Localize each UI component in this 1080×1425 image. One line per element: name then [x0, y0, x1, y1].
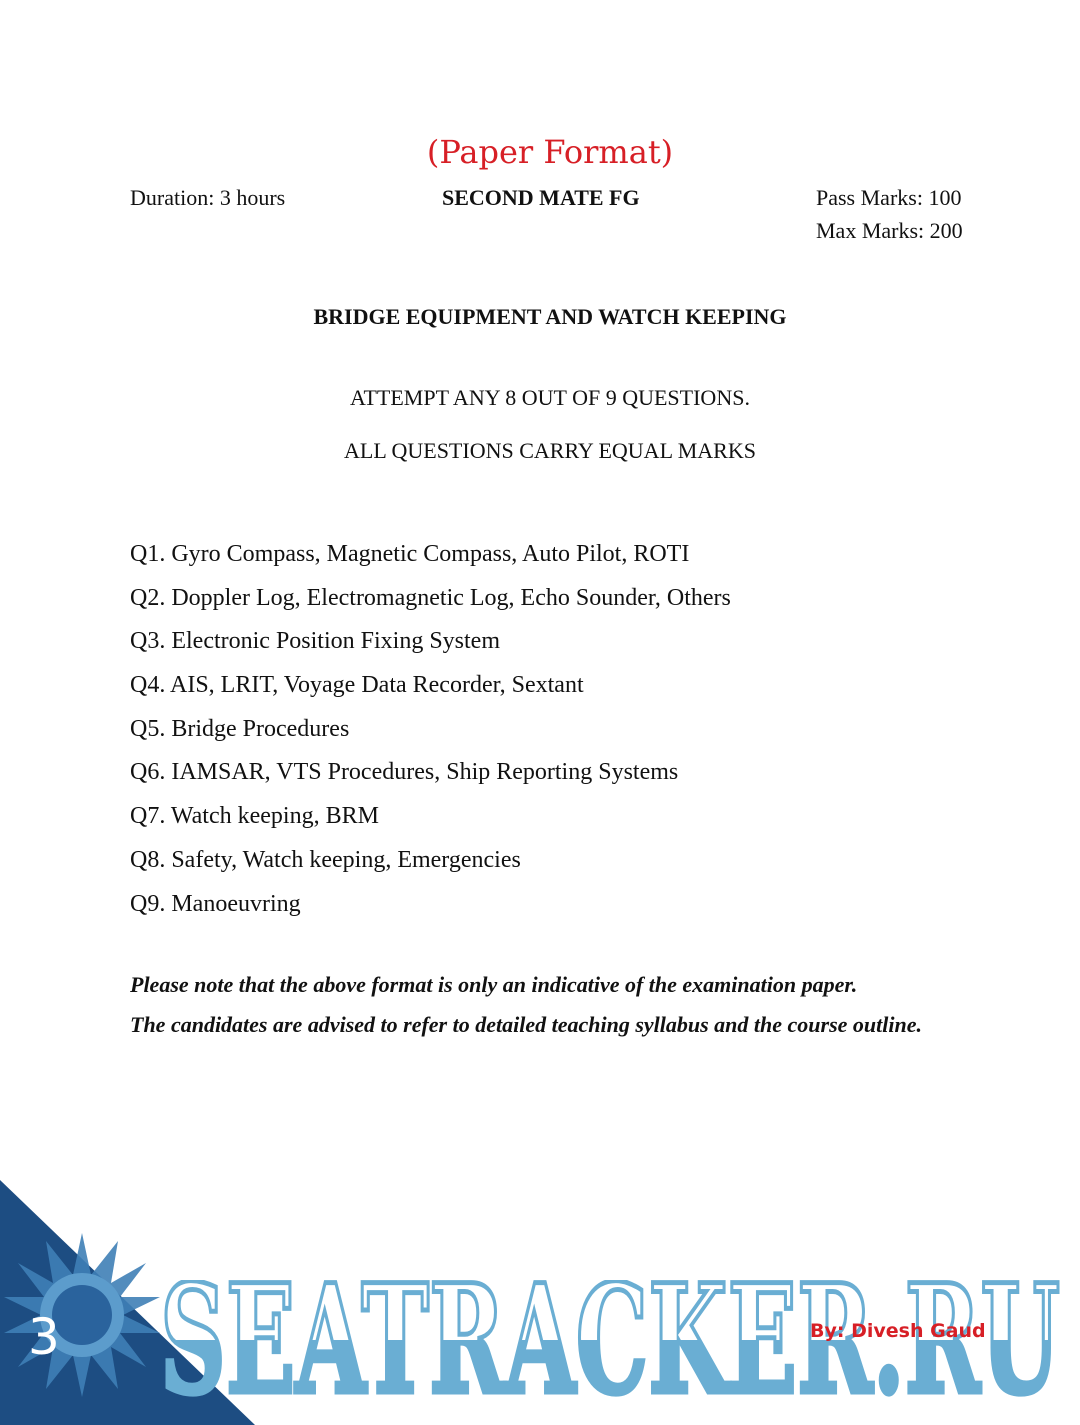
max-marks: Max Marks: 200 — [816, 218, 963, 243]
question-item: Q4. AIS, LRIT, Voyage Data Recorder, Sextant — [130, 672, 584, 699]
question-item: Q8. Safety, Watch keeping, Emergencies — [130, 846, 521, 873]
note-line: The candidates are advised to refer to detailed teaching syllabus and the course outline. — [130, 1012, 922, 1037]
question-item: Q1. Gyro Compass, Magnetic Compass, Auto Pilot, ROTI — [130, 541, 690, 567]
note-line: Please note that the above format is only an indicative of the examination paper. — [130, 972, 858, 997]
duration-label: Duration: 3 hours — [130, 185, 286, 210]
watermark-text: SEATRACKER.RU — [160, 1280, 1060, 1405]
author-credit: By: Divesh Gaud — [810, 1320, 986, 1342]
exam-name: SECOND MATE FG — [442, 185, 640, 210]
question-item: Q3. Electronic Position Fixing System — [130, 628, 500, 655]
page-title: (Paper Format) — [426, 133, 674, 171]
question-item: Q6. IAMSAR, VTS Procedures, Ship Reporting Systems — [130, 759, 679, 786]
question-item: Q5. Bridge Procedures — [130, 715, 350, 742]
instruction-marks: ALL QUESTIONS CARRY EQUAL MARKS — [344, 438, 756, 463]
question-list — [130, 539, 731, 932]
question-item: Q9. Manoeuvring — [130, 890, 301, 917]
subject-heading: BRIDGE EQUIPMENT AND WATCH KEEPING — [313, 304, 787, 329]
page-number: 3 — [28, 1308, 60, 1366]
question-item: Q7. Watch keeping, BRM — [130, 803, 379, 830]
instruction-attempt: ATTEMPT ANY 8 OUT OF 9 QUESTIONS. — [350, 385, 750, 410]
question-item: Q2. Doppler Log, Electromagnetic Log, Echo Sounder, Others — [130, 584, 731, 611]
watermark-logo — [160, 1280, 1065, 1405]
pass-marks: Pass Marks: 100 — [816, 185, 962, 210]
